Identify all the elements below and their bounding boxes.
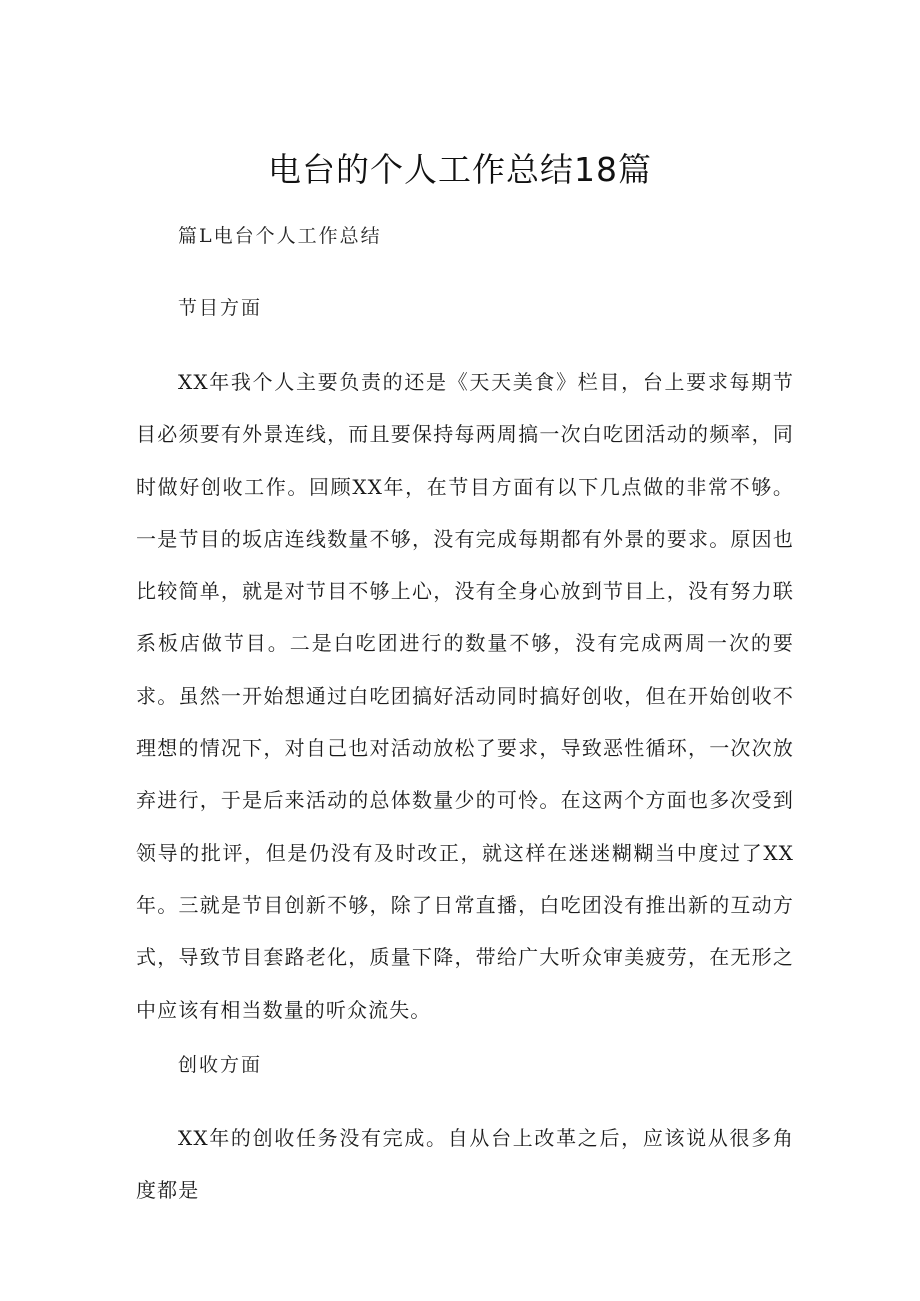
article-subtitle: 篇L电台个人工作总结 [178,225,382,247]
program-paragraph: XX年我个人主要负责的还是《天天美食》栏目，台上要求每期节目必须要有外景连线，而且要保持每两周搞一次白吃团活动的频率，同时做好创收工作。回顾XX年，在节目方面有以下几点做的非常不够。一是节目的坂店连线数量不够，没有完成每期都有外景的要求。原因也比较简单，就是对节目不够上心，没有全身心放到节目上，没有努力联系板店做节目。二是白吃团进行的数量不够，没有完成两周一次的要求。虽然一开始想通过白吃团搞好活动同时搞好创收，但在开始创收不理想的情况下，对自己也对活动放松了要求，导致恶性循环，一次次放弃进行，于是后来活动的总体数量少的可怜。在这两个方面也多次受到领导的批评，但是仍没有及时改正，就这样在迷迷糊糊当中度过了XX年。三就是节目创新不够，除了日常直播，白吃团没有推出新的互动方式，导致节目套路老化，质量下降，带给广大听众审美疲劳，在无形之中应该有相当数量的听众流失。 [136,370,794,1022]
section-heading-revenue: 创收方面 [178,1054,263,1076]
section-heading-program: 节目方面 [178,297,263,319]
document-title: 电台的个人工作总结18篇 [268,150,652,189]
revenue-paragraph: XX年的创收任务没有完成。自从台上改革之后，应该说从很多角度都是 [136,1126,794,1203]
